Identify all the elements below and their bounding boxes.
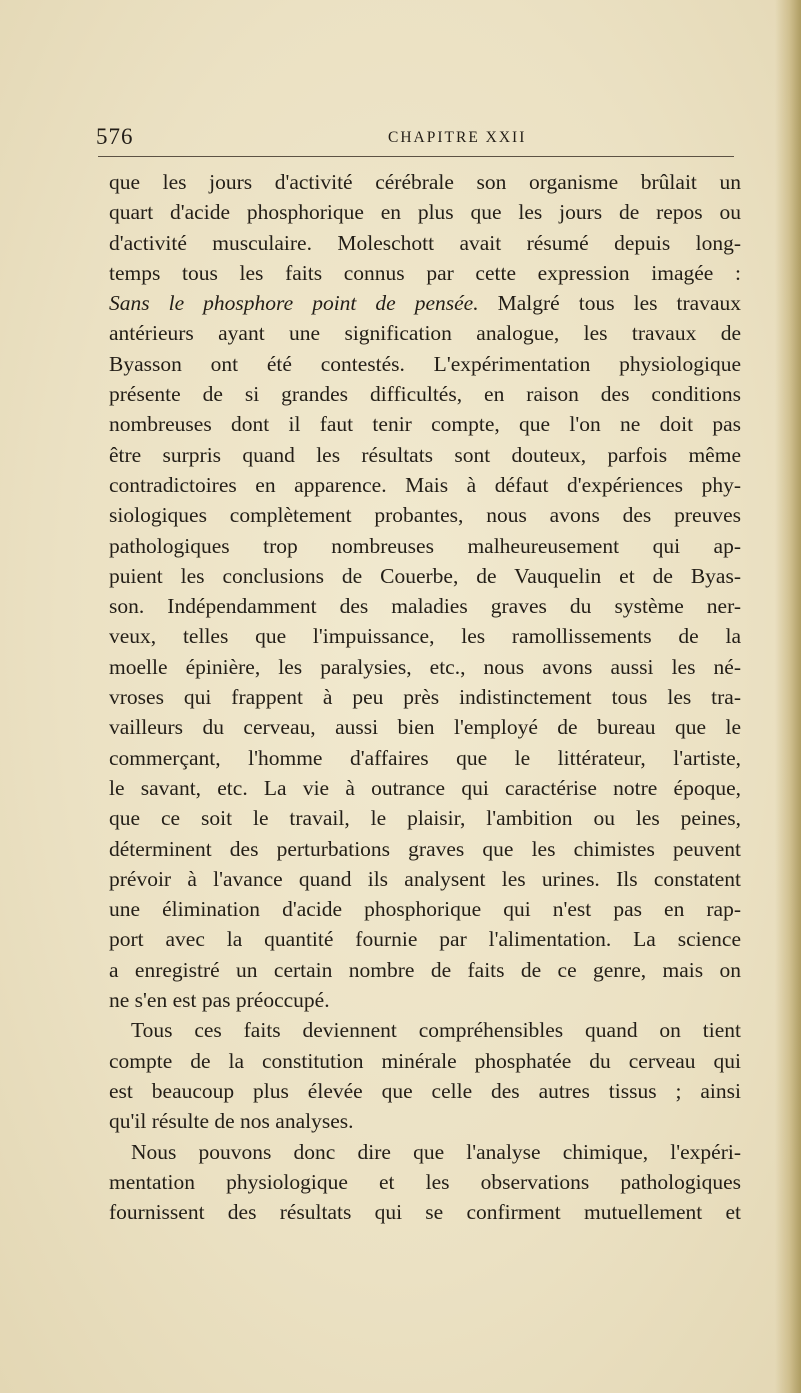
text-line: d'activité musculaire. Moleschott avait résumé depuis long- [109,230,741,255]
text-line: pathologiques trop nombreuses malheureusement qui ap- [109,533,741,558]
text-line: déterminent des perturbations graves que les chimistes peuvent [109,836,741,861]
text-line: commerçant, l'homme d'affaires que le littérateur, l'artiste, [109,745,741,770]
text-line: que les jours d'activité cérébrale son organisme brûlait un [109,170,741,194]
text-line: Tous ces faits deviennent compréhensibles quand on tient [131,1018,741,1043]
text-line: port avec la quantité fournie par l'alimentation. La science [109,927,741,952]
text-line: temps tous les faits connus par cette expression imagée : [109,260,741,285]
text-line: antérieurs ayant une signification analogue, les travaux de [109,321,741,346]
header-rule [98,156,734,157]
page-number: 576 [96,124,134,149]
text-fragment: Malgré tous les travaux [497,291,741,316]
text-line: nombreuses dont il faut tenir compte, que l'on ne doit pas [109,412,741,437]
text-line: être surpris quand les résultats sont douteux, parfois même [109,442,741,467]
text-line: que ce soit le travail, le plaisir, l'ambition ou les peines, [109,806,741,831]
text-line-with-quote [109,288,741,318]
text-line: vailleurs du cerveau, aussi bien l'employé de bureau que le [109,715,741,740]
text-line: puient les conclusions de Couerbe, de Vauquelin et de Byas- [109,563,741,588]
text-line: Byasson ont été contestés. L'expérimentation physiologique [109,351,741,376]
text-line: fournissent des résultats qui se confirment mutuellement et [109,1200,741,1225]
text-line: veux, telles que l'impuissance, les ramollissements de la [109,624,741,649]
running-head [96,124,736,158]
text-line: compte de la constitution minérale phosphatée du cerveau qui [109,1048,741,1073]
body-text [109,167,741,1227]
page-edge-shadow [775,0,801,1393]
text-line: qu'il résulte de nos analyses. [109,1109,354,1134]
text-line: a enregistré un certain nombre de faits de ce genre, mais on [109,957,741,982]
text-line: vroses qui frappent à peu près indistinctement tous les tra- [109,685,741,710]
text-line: quart d'acide phosphorique en plus que les jours de repos ou [109,200,741,225]
text-line: Nous pouvons donc dire que l'analyse chimique, l'expéri- [131,1139,741,1164]
text-line: mentation physiologique et les observations pathologiques [109,1169,741,1194]
italic-quote: Sans le phosphore point de pensée. [109,291,479,316]
text-line: le savant, etc. La vie à outrance qui caractérise notre époque, [109,775,741,800]
text-line: contradictoires en apparence. Mais à défaut d'expériences phy- [109,472,741,497]
text-line: une élimination d'acide phosphorique qui n'est pas en rap- [109,897,741,922]
text-line: son. Indépendamment des maladies graves du système ner- [109,594,741,619]
text-line: siologiques complètement probantes, nous avons des preuves [109,503,741,528]
text-line: présente de si grandes difficultés, en raison des conditions [109,382,741,407]
chapter-title: CHAPITRE XXII [388,129,527,146]
text-line: prévoir à l'avance quand ils analysent les urines. Ils constatent [109,866,741,891]
text-line: moelle épinière, les paralysies, etc., nous avons aussi les né- [109,654,741,679]
text-line: ne s'en est pas préoccupé. [109,988,330,1013]
text-line: est beaucoup plus élevée que celle des autres tissus ; ainsi [109,1078,741,1103]
